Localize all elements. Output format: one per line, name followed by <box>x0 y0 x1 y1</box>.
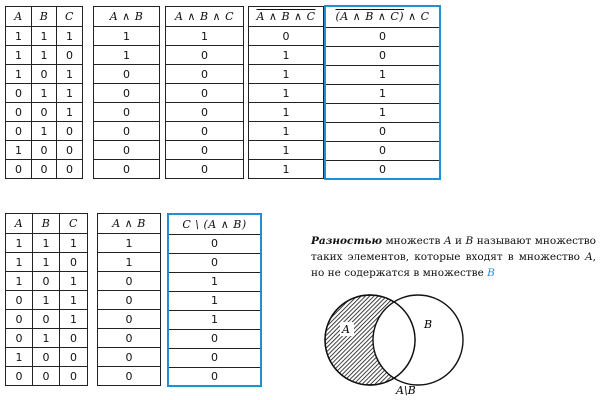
table-cell: 0 <box>166 46 244 65</box>
table-cell: 1 <box>32 46 57 65</box>
table-cell: 1 <box>6 141 32 160</box>
table-cell: 1 <box>168 272 261 291</box>
table-cell: 1 <box>6 272 33 291</box>
table-row <box>94 84 160 103</box>
table-cell: 1 <box>249 46 324 65</box>
table-cell: 1 <box>60 272 88 291</box>
table-cell: 1 <box>6 65 32 84</box>
table-row <box>166 46 244 65</box>
table-cell: 0 <box>6 122 32 141</box>
table2-abc <box>5 213 88 386</box>
table-cell: 1 <box>60 234 88 253</box>
table-cell: 1 <box>94 27 160 46</box>
table-cell: 0 <box>6 103 32 122</box>
table-row <box>6 348 88 367</box>
definition-text-2: и <box>451 235 466 247</box>
table-cell: 0 <box>6 84 32 103</box>
table-cell: 1 <box>249 103 324 122</box>
table1-a-and-b <box>93 6 160 179</box>
table-cell: 0 <box>32 160 57 179</box>
header-a-and-b: A ∧ B <box>94 7 160 27</box>
table-cell: 1 <box>32 84 57 103</box>
header-a-and-b-and-c: A ∧ B ∧ C <box>166 7 244 27</box>
table-cell: 0 <box>60 348 88 367</box>
table-cell: 0 <box>98 272 161 291</box>
table-cell: 0 <box>60 367 88 386</box>
header-b: B <box>33 214 60 234</box>
table-row <box>94 27 160 46</box>
table-cell: 0 <box>57 46 83 65</box>
table-row <box>98 367 161 386</box>
table-cell: 1 <box>6 234 33 253</box>
table-cell: 1 <box>6 348 33 367</box>
table-row <box>249 46 324 65</box>
table-row <box>98 310 161 329</box>
definition-term: Разностью <box>311 235 383 247</box>
table-row <box>6 160 83 179</box>
table-cell: 1 <box>33 253 60 272</box>
table-row <box>98 348 161 367</box>
table-cell: 1 <box>60 310 88 329</box>
header-a: A <box>6 214 33 234</box>
table-row <box>325 122 440 141</box>
table-cell: 0 <box>57 160 83 179</box>
table-row <box>166 103 244 122</box>
table-row <box>6 141 83 160</box>
table-row <box>325 103 440 122</box>
table-cell: 0 <box>168 329 261 348</box>
table-cell: 0 <box>166 65 244 84</box>
table-row <box>98 329 161 348</box>
table-cell: 1 <box>32 27 57 46</box>
table-row <box>94 160 160 179</box>
table-cell: 0 <box>249 27 324 46</box>
table-cell: 0 <box>33 310 60 329</box>
table-row <box>6 291 88 310</box>
table1-abc <box>5 6 83 179</box>
table-cell: 0 <box>168 234 261 253</box>
table-cell: 0 <box>98 291 161 310</box>
table-cell: 0 <box>57 122 83 141</box>
table1-a-and-b-and-c <box>165 6 244 179</box>
table-row <box>168 348 261 367</box>
table-row <box>166 27 244 46</box>
header-c: C <box>60 214 88 234</box>
table-cell: 1 <box>57 27 83 46</box>
table-cell: 0 <box>98 367 161 386</box>
table-cell: 1 <box>98 234 161 253</box>
table-cell: 1 <box>168 291 261 310</box>
header-not-a-and-b-and-c: A ∧ B ∧ C <box>249 7 324 27</box>
venn-diagram <box>318 292 478 398</box>
table-row <box>168 310 261 329</box>
table-row <box>98 253 161 272</box>
definition-text-3: называют множество таких элементов, которые входят в множество <box>311 235 596 263</box>
table-row <box>168 234 261 253</box>
table-row <box>6 234 88 253</box>
table-row <box>168 291 261 310</box>
header-result-part2: ∧ C <box>408 10 430 24</box>
table-row <box>249 103 324 122</box>
table-cell: 0 <box>94 103 160 122</box>
table-row <box>6 103 83 122</box>
table-cell: 1 <box>325 103 440 122</box>
definition-set-a: A <box>443 235 452 247</box>
venn-label-a: A <box>342 323 350 336</box>
table-row <box>94 141 160 160</box>
table-row <box>249 84 324 103</box>
table-cell: 0 <box>6 160 32 179</box>
table-cell: 1 <box>57 103 83 122</box>
table-row <box>6 122 83 141</box>
table-cell: 0 <box>94 160 160 179</box>
table-cell: 0 <box>60 253 88 272</box>
table-cell: 0 <box>6 291 33 310</box>
table-row <box>168 329 261 348</box>
table-row <box>325 160 440 179</box>
table-cell: 0 <box>94 84 160 103</box>
table-cell: 0 <box>325 141 440 160</box>
table-row <box>249 122 324 141</box>
table-row <box>168 272 261 291</box>
table-row <box>325 141 440 160</box>
table-row <box>6 310 88 329</box>
table-cell: 1 <box>33 291 60 310</box>
table-cell: 0 <box>98 310 161 329</box>
table-cell: 0 <box>98 329 161 348</box>
table-cell: 0 <box>32 141 57 160</box>
table2-result <box>167 213 262 387</box>
table-row <box>6 46 83 65</box>
table-row <box>166 122 244 141</box>
table-row <box>94 122 160 141</box>
table-cell: 1 <box>6 46 32 65</box>
definition-set-b: B <box>465 235 474 247</box>
table-cell: 0 <box>166 141 244 160</box>
table-cell: 0 <box>325 27 440 46</box>
table-row <box>94 103 160 122</box>
venn-label-b: B <box>424 318 433 331</box>
table-cell: 0 <box>94 141 160 160</box>
table-row <box>6 253 88 272</box>
table-row <box>166 160 244 179</box>
table-row <box>168 367 261 386</box>
table-cell: 1 <box>57 84 83 103</box>
definition-text-4: , но не содержатся в множестве <box>311 251 596 279</box>
table-row <box>94 46 160 65</box>
table-row <box>168 253 261 272</box>
table-row <box>94 65 160 84</box>
table-cell: 0 <box>325 160 440 179</box>
table-row <box>325 46 440 65</box>
table-row <box>166 65 244 84</box>
table-cell: 0 <box>94 65 160 84</box>
table-row <box>166 84 244 103</box>
table-cell: 1 <box>249 122 324 141</box>
header-result <box>325 6 440 27</box>
table-cell: 1 <box>94 46 160 65</box>
table-row <box>98 272 161 291</box>
table-cell: 1 <box>6 253 33 272</box>
table-cell: 0 <box>98 348 161 367</box>
table2-a-and-b <box>97 213 161 386</box>
table-row <box>249 27 324 46</box>
table-row <box>98 291 161 310</box>
table-cell: 0 <box>32 65 57 84</box>
difference-definition <box>311 233 596 281</box>
table-cell: 0 <box>166 103 244 122</box>
table-cell: 1 <box>325 65 440 84</box>
table-cell: 1 <box>249 84 324 103</box>
table-row <box>6 272 88 291</box>
table-row <box>249 160 324 179</box>
header-a: A <box>6 7 32 27</box>
table-cell: 0 <box>325 122 440 141</box>
table-cell: 0 <box>168 348 261 367</box>
table-cell: 1 <box>249 160 324 179</box>
table-cell: 1 <box>249 141 324 160</box>
table-row <box>325 84 440 103</box>
table-cell: 0 <box>57 141 83 160</box>
table-cell: 0 <box>168 253 261 272</box>
table-row <box>6 329 88 348</box>
table-cell: 1 <box>6 27 32 46</box>
table-cell: 0 <box>168 367 261 386</box>
header-c-minus-a-and-b: C \ (A ∧ B) <box>168 214 261 234</box>
table-row <box>249 141 324 160</box>
table-row <box>6 65 83 84</box>
table-cell: 0 <box>33 367 60 386</box>
table-row <box>6 84 83 103</box>
table-cell: 1 <box>60 291 88 310</box>
table-cell: 0 <box>166 160 244 179</box>
table1-not-abc <box>248 6 324 179</box>
table-row <box>6 27 83 46</box>
table-cell: 1 <box>33 234 60 253</box>
table-cell: 0 <box>94 122 160 141</box>
table-cell: 1 <box>249 65 324 84</box>
table-cell: 0 <box>6 310 33 329</box>
table-cell: 0 <box>166 84 244 103</box>
table-row <box>6 367 88 386</box>
table-cell: 0 <box>33 348 60 367</box>
table-row <box>249 65 324 84</box>
table-cell: 0 <box>6 329 33 348</box>
table-cell: 0 <box>6 367 33 386</box>
header-result-part1: (A ∧ B ∧ C) <box>335 10 405 24</box>
table-row <box>325 27 440 46</box>
table-cell: 1 <box>98 253 161 272</box>
table-cell: 1 <box>33 329 60 348</box>
header-c: C <box>57 7 83 27</box>
table-cell: 1 <box>325 84 440 103</box>
table-cell: 0 <box>166 122 244 141</box>
table-cell: 0 <box>325 46 440 65</box>
table-cell: 0 <box>33 272 60 291</box>
table-cell: 1 <box>168 310 261 329</box>
table-cell: 0 <box>32 103 57 122</box>
header-b: B <box>32 7 57 27</box>
table-cell: 0 <box>60 329 88 348</box>
table-cell: 1 <box>57 65 83 84</box>
table-row <box>166 141 244 160</box>
table-row <box>98 234 161 253</box>
definition-set-b2: B <box>487 267 495 279</box>
table-cell: 1 <box>32 122 57 141</box>
table-cell: 1 <box>166 27 244 46</box>
header-a-and-b: A ∧ B <box>98 214 161 234</box>
definition-set-a2: A <box>585 251 593 263</box>
definition-text-1: множеств <box>382 235 444 247</box>
venn-caption: A\B <box>396 384 416 397</box>
table1-result <box>324 5 441 180</box>
table-row <box>325 65 440 84</box>
